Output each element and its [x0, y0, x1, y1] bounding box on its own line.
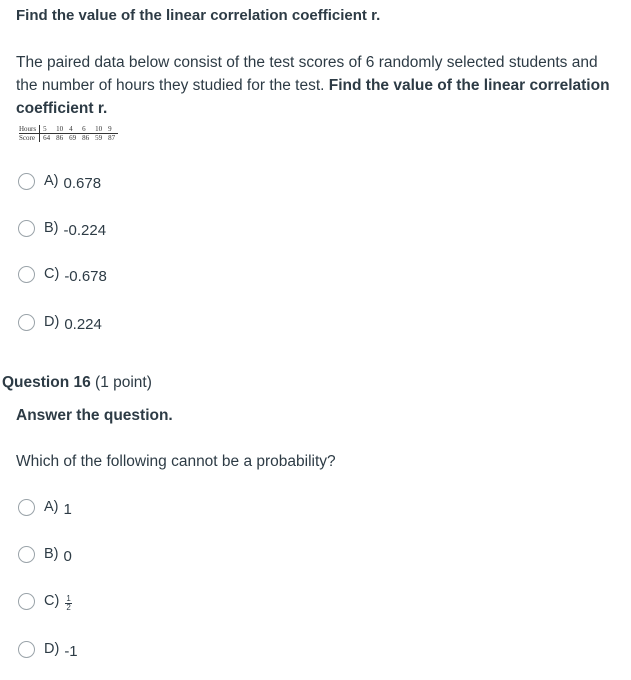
question-points: (1 point) — [95, 374, 152, 391]
option-value: 1 — [63, 500, 72, 518]
option-label: A) — [44, 173, 59, 189]
table-row-header: Score — [19, 134, 40, 143]
question-body-text: The paired data below consist of the test scores of 6 randomly selected students and the number of hours they studied for the test. — [16, 54, 598, 94]
table-cell: 69 — [69, 134, 77, 142]
table-cell: 59 — [95, 134, 103, 142]
option-value: 0.678 — [63, 174, 102, 192]
table-cell: 87 — [108, 134, 116, 142]
radio-button[interactable] — [18, 593, 35, 610]
table-cell: 86 — [82, 134, 90, 142]
radio-button[interactable] — [18, 314, 35, 331]
q15-option-b[interactable] — [18, 218, 106, 238]
table-row-score — [19, 134, 118, 143]
radio-button[interactable] — [18, 546, 35, 563]
question-instruction: Answer the question. — [16, 407, 173, 424]
table-row-hours — [19, 125, 118, 134]
option-label: B) — [44, 546, 59, 562]
question-body — [16, 51, 621, 120]
table-cell: 10 — [92, 125, 105, 134]
q16-option-b[interactable] — [18, 544, 72, 564]
radio-button[interactable] — [18, 173, 35, 190]
table-row-header: Hours — [19, 125, 40, 134]
question-number: Question 16 — [2, 374, 91, 391]
option-label: A) — [44, 499, 59, 515]
question-body: Which of the following cannot be a probability? — [16, 453, 336, 470]
option-value: -0.678 — [64, 267, 107, 285]
option-value: -1 — [64, 642, 78, 660]
radio-button[interactable] — [18, 220, 35, 237]
table-cell: 86 — [56, 134, 64, 142]
question-title: Find the value of the linear correlation coefficient r. — [16, 7, 381, 24]
table-cell: 5 — [40, 125, 54, 134]
data-table — [19, 125, 118, 142]
option-label: C) — [44, 593, 60, 609]
fraction-denominator: 2 — [66, 602, 71, 612]
table-cell: 6 — [79, 125, 92, 134]
q15-option-c[interactable] — [18, 264, 107, 284]
q15-option-d[interactable] — [18, 312, 102, 332]
option-label: B) — [44, 220, 59, 236]
table-cell: 64 — [43, 134, 51, 142]
option-label: D) — [44, 314, 60, 330]
q16-option-c[interactable] — [18, 591, 72, 611]
option-value: -0.224 — [63, 221, 107, 239]
q16-option-a[interactable] — [18, 497, 72, 517]
option-value: 0.224 — [64, 315, 102, 333]
fraction-numerator: 1 — [66, 593, 71, 603]
table-cell: 10 — [53, 125, 66, 134]
option-label: C) — [44, 266, 60, 282]
question-body-bold: Find the value of the linear correlation coefficient r. — [16, 77, 610, 117]
radio-button[interactable] — [18, 499, 35, 516]
q16-option-d[interactable] — [18, 639, 78, 659]
radio-button[interactable] — [18, 641, 35, 658]
fraction-value — [65, 595, 71, 612]
option-value: 0 — [63, 547, 72, 565]
table-cell: 4 — [66, 125, 79, 134]
option-label: D) — [44, 641, 60, 657]
question-heading — [2, 374, 152, 392]
radio-button[interactable] — [18, 266, 35, 283]
table-cell: 9 — [105, 125, 118, 134]
q15-option-a[interactable] — [18, 171, 101, 191]
